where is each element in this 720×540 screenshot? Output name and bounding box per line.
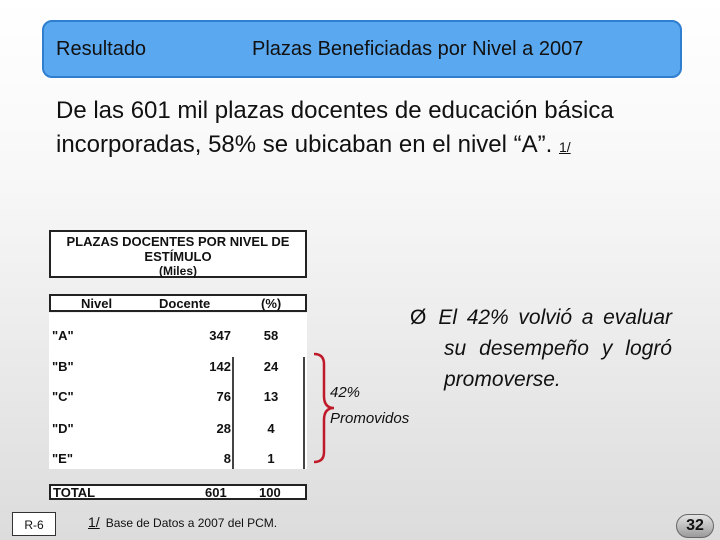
cell-docente: 76 [216, 389, 231, 404]
table-row [49, 359, 307, 379]
table-title [49, 230, 307, 278]
cell-pct: 24 [263, 359, 279, 374]
intro-note: 1/ [558, 139, 571, 155]
slide-code-box: R-6 [12, 512, 56, 536]
cell-nivel: "A" [52, 328, 74, 343]
promoted-pct: 42% [330, 384, 361, 401]
table-title-main: PLAZAS DOCENTES POR NIVEL DE ESTÍMULO [66, 234, 290, 264]
total-docente: 601 [205, 485, 227, 500]
table-row [49, 328, 307, 348]
section-label: Resultado [56, 38, 147, 60]
table-total-row [49, 484, 307, 500]
table-body [49, 313, 307, 469]
cell-docente: 347 [209, 328, 231, 343]
cell-pct: 13 [263, 389, 279, 404]
footnote [88, 514, 277, 530]
side-note [410, 302, 672, 395]
footnote-text: Base de Datos a 2007 del PCM. [105, 516, 278, 530]
arrow-bullet-icon: Ø [410, 306, 427, 329]
cell-docente: 142 [209, 359, 231, 374]
col-header-docente: Docente [159, 296, 211, 311]
table-title-units: (Miles) [158, 264, 197, 278]
intro-text: De las 601 mil plazas docentes de educación básica incorporadas, 58% se ubicaban en el nivel “A”. [56, 97, 614, 158]
cell-pct: 1 [267, 451, 275, 466]
side-note-text: El 42% volvió a evaluar su desempeño y logró promoverse. [438, 306, 672, 391]
side-note-body [410, 302, 672, 395]
col-header-pct: (%) [261, 296, 282, 311]
cell-docente: 28 [216, 421, 231, 436]
header-banner [42, 20, 682, 78]
cell-nivel: "D" [52, 421, 74, 436]
slide-title: Plazas Beneficiadas por Nivel a 2007 [252, 38, 584, 60]
cell-docente: 8 [223, 451, 231, 466]
col-header-nivel: Nivel [81, 296, 113, 311]
total-label: TOTAL [53, 485, 96, 500]
cell-nivel: "C" [52, 389, 74, 404]
total-pct: 100 [259, 485, 281, 500]
cell-pct: 4 [267, 421, 275, 436]
promoted-label: Promovidos [330, 410, 410, 427]
table-header [49, 294, 307, 312]
page-number-badge: 32 [676, 514, 714, 538]
cell-nivel: "B" [52, 359, 74, 374]
cell-pct: 58 [263, 328, 279, 343]
intro-paragraph [56, 94, 676, 164]
table-row [49, 421, 307, 441]
footnote-mark: 1/ [88, 514, 100, 530]
table-row [49, 451, 307, 471]
cell-nivel: "E" [52, 451, 73, 466]
promoted-callout [330, 380, 409, 432]
table-row [49, 389, 307, 409]
